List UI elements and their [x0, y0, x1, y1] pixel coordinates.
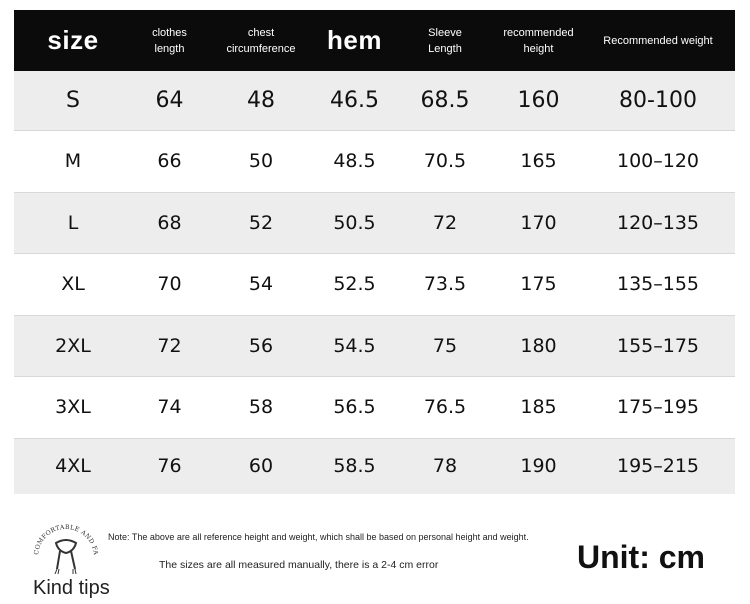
- cell-length: 66: [132, 131, 207, 193]
- cell-chest: 54: [207, 254, 315, 316]
- cell-chest: 48: [207, 71, 315, 131]
- cell-sleeve: 68.5: [394, 71, 496, 131]
- cell-sleeve: 78: [394, 438, 496, 494]
- cell-size: S: [14, 71, 132, 131]
- header-row: [14, 10, 735, 71]
- cell-hem: 54.5: [315, 315, 394, 377]
- cell-length: 72: [132, 315, 207, 377]
- measurement-note: The sizes are all measured manually, there is a 2-4 cm error: [159, 559, 439, 571]
- cell-height: 165: [496, 131, 581, 193]
- cell-sleeve: 72: [394, 192, 496, 254]
- cell-height: 175: [496, 254, 581, 316]
- cell-height: 180: [496, 315, 581, 377]
- table-row: [14, 254, 735, 316]
- header-size: size: [14, 10, 132, 71]
- cell-length: 70: [132, 254, 207, 316]
- cell-weight: 100–120: [581, 131, 735, 193]
- svg-text:COMFORTABLE AND FASHIONABLE: COMFORTABLE AND FA: [33, 523, 99, 556]
- table-row: [14, 192, 735, 254]
- cell-weight: 135–155: [581, 254, 735, 316]
- cell-length: 68: [132, 192, 207, 254]
- cell-hem: 46.5: [315, 71, 394, 131]
- cell-size: L: [14, 192, 132, 254]
- cell-weight: 175–195: [581, 377, 735, 439]
- header-hem: hem: [315, 10, 394, 71]
- cell-size: M: [14, 131, 132, 193]
- header-chest-circumference: chest circumference: [207, 10, 315, 71]
- reference-note: Note: The above are all reference height and weight, which shall be based on personal height and weight.: [108, 532, 529, 542]
- cell-height: 160: [496, 71, 581, 131]
- cell-hem: 58.5: [315, 438, 394, 494]
- cell-hem: 52.5: [315, 254, 394, 316]
- cell-hem: 56.5: [315, 377, 394, 439]
- cell-size: 4XL: [14, 438, 132, 494]
- cell-length: 64: [132, 71, 207, 131]
- cell-length: 76: [132, 438, 207, 494]
- cell-height: 185: [496, 377, 581, 439]
- cell-size: 3XL: [14, 377, 132, 439]
- cell-chest: 52: [207, 192, 315, 254]
- cell-hem: 48.5: [315, 131, 394, 193]
- table-row: [14, 131, 735, 193]
- header-clothes-length: clothes length: [132, 10, 207, 71]
- cell-chest: 50: [207, 131, 315, 193]
- cell-height: 170: [496, 192, 581, 254]
- header-recommended-height: recommended height: [496, 10, 581, 71]
- table-row: [14, 71, 735, 131]
- cell-height: 190: [496, 438, 581, 494]
- cell-sleeve: 73.5: [394, 254, 496, 316]
- cell-weight: 155–175: [581, 315, 735, 377]
- kind-tips-label: Kind tips: [33, 577, 110, 599]
- footer: [0, 495, 750, 604]
- header-recommended-weight: Recommended weight: [581, 10, 735, 71]
- table-row: [14, 438, 735, 494]
- cell-sleeve: 70.5: [394, 131, 496, 193]
- size-chart-table: [14, 10, 735, 494]
- cell-sleeve: 75: [394, 315, 496, 377]
- header-sleeve-length: Sleeve Length: [394, 10, 496, 71]
- cell-chest: 58: [207, 377, 315, 439]
- cell-size: XL: [14, 254, 132, 316]
- unit-label: Unit: cm: [577, 539, 705, 575]
- cell-length: 74: [132, 377, 207, 439]
- cell-size: 2XL: [14, 315, 132, 377]
- cell-weight: 120–135: [581, 192, 735, 254]
- cell-sleeve: 76.5: [394, 377, 496, 439]
- cell-weight: 80-100: [581, 71, 735, 131]
- cell-hem: 50.5: [315, 192, 394, 254]
- cell-weight: 195–215: [581, 438, 735, 494]
- table-row: [14, 377, 735, 439]
- cell-chest: 56: [207, 315, 315, 377]
- table-row: [14, 315, 735, 377]
- cell-chest: 60: [207, 438, 315, 494]
